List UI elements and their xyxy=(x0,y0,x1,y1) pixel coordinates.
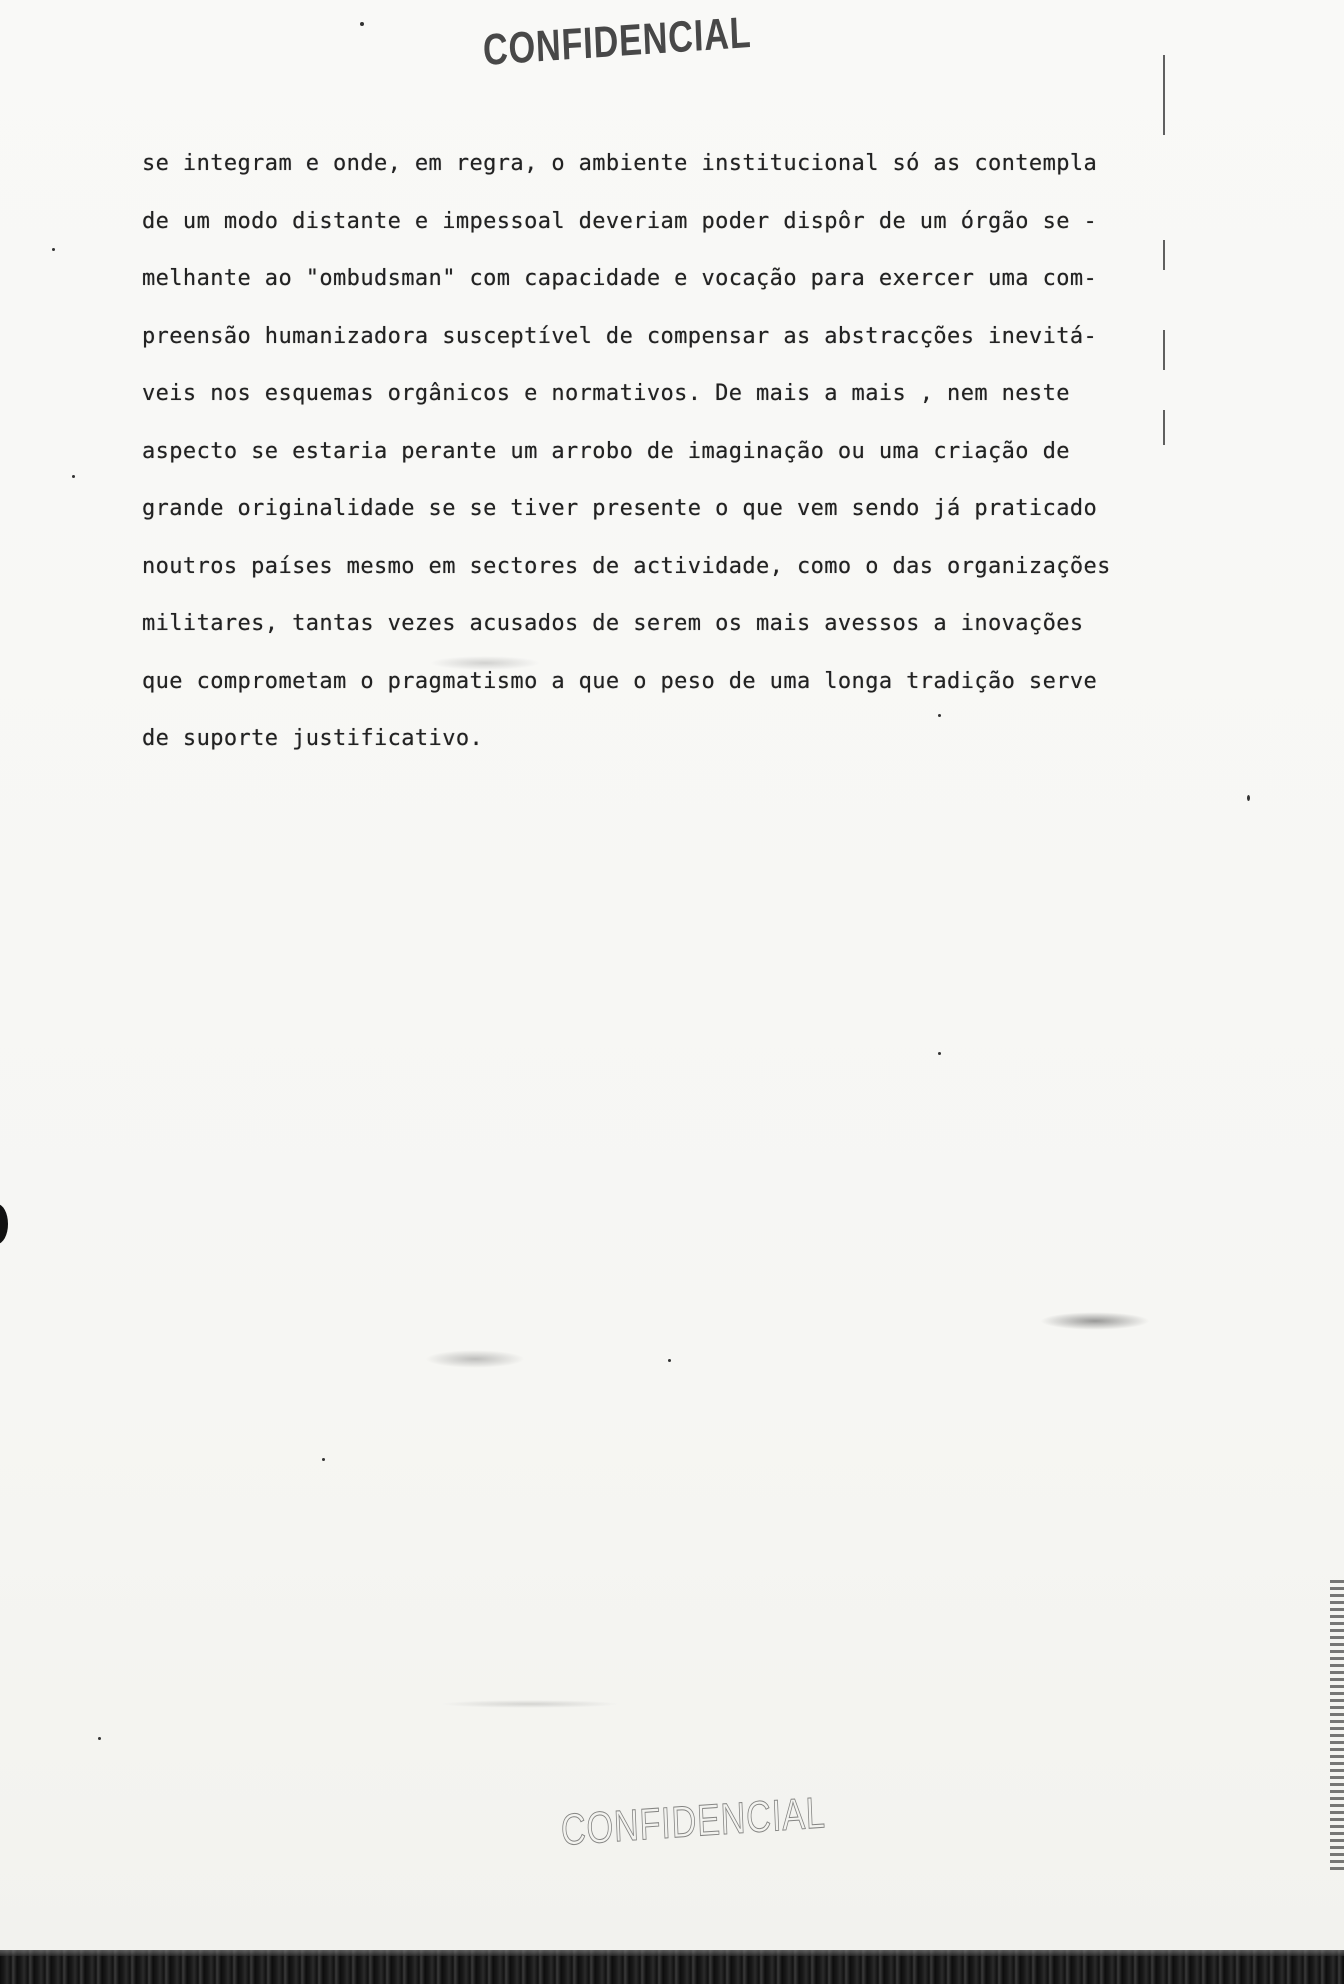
scan-speck xyxy=(72,475,75,478)
text-line: de suporte justificativo. xyxy=(142,726,484,751)
text-line: se integram e onde, em regra, o ambiente institucional só as contempla xyxy=(142,151,1098,176)
scan-speck xyxy=(360,22,364,26)
scan-bottom-border xyxy=(0,1950,1344,1984)
text-line: noutros países mesmo em sectores de actividade, como o das organizações xyxy=(142,553,1111,579)
scan-speck xyxy=(668,1359,671,1362)
confidential-stamp-top: CONFIDENCIAL xyxy=(482,7,753,75)
scan-speck xyxy=(1247,795,1250,801)
scan-smudge xyxy=(430,656,540,670)
scan-speck xyxy=(938,714,941,717)
confidential-stamp-bottom: CONFIDENCIAL xyxy=(560,1788,827,1855)
scan-speck xyxy=(322,1458,325,1461)
scan-smudge xyxy=(1040,1312,1150,1330)
scan-speck xyxy=(52,248,55,251)
scan-smudge xyxy=(440,1700,620,1708)
text-line: grande originalidade se se tiver presente o que vem sendo já praticado xyxy=(142,496,1098,521)
scan-smudge xyxy=(425,1350,525,1368)
scan-edge-blot xyxy=(0,1204,8,1244)
scan-speck xyxy=(98,1737,101,1740)
body-paragraph xyxy=(142,135,1267,768)
text-line: preensão humanizadora susceptível de compensar as abstracções inevitá- xyxy=(142,323,1098,349)
text-line: de um modo distante e impessoal deveriam poder dispôr de um órgão se - xyxy=(142,208,1098,234)
scan-edge-noise xyxy=(1330,1580,1344,1870)
scan-speck xyxy=(938,1052,941,1055)
text-line: veis nos esquemas orgânicos e normativos. De mais a mais , nem neste xyxy=(142,381,1070,406)
margin-mark xyxy=(1163,55,1165,135)
text-line: que comprometam o pragmatismo a que o peso de uma longa tradição serve xyxy=(142,668,1098,694)
text-line: melhante ao "ombudsman" com capacidade e vocação para exercer uma com- xyxy=(142,266,1098,291)
text-line: militares, tantas vezes acusados de serem os mais avessos a inovações xyxy=(142,611,1084,636)
text-line: aspecto se estaria perante um arrobo de imaginação ou uma criação de xyxy=(142,438,1070,464)
